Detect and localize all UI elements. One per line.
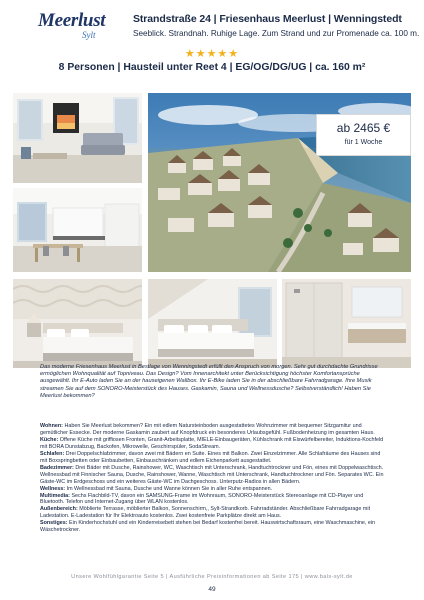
logo-wordmark: Meerlust — [38, 10, 106, 31]
meerlust-logo — [38, 8, 106, 48]
detail-label: Außenbereich: — [40, 506, 78, 513]
intro-paragraph: Das moderne Friesenhaus Meerlust in Bestlage von Wenningstedt erfüllt den Anspruch von morgen. Sehr gut durchdachte Grundrisse ermöglichen Wohnqualität auf Topniveau. Das Design? Vom Innenarchitekt unter Berücksichtigung höchster Komfortansprüche ausgewählt. Ihr E-Auto laden Sie an der hauseigenen Wallbox. Ihr E-Bike laden Sie in der abschließbare Fahrradgarage. Ihre Musik streamen Sie auf dem SONORO-Meisterstück des Hauses. Gaskamin, Sauna und Wellnessdusche? Selbstverständlich! Haben Sie Meerlust bekommen? — [40, 364, 378, 399]
detail-multimedia — [40, 493, 386, 507]
price-amount: ab 2465 € — [336, 121, 391, 135]
detail-sonstiges — [40, 520, 386, 534]
detail-wellness — [40, 486, 386, 493]
detail-label: Küche: — [40, 436, 59, 443]
kitchen-photo — [13, 188, 142, 272]
detail-badezimmer — [40, 465, 386, 486]
bathroom-photo — [282, 279, 411, 368]
detail-kueche — [40, 437, 386, 451]
bedroom-photo-2 — [148, 279, 277, 368]
page-subtitle: Seeblick. Strandnah. Ruhige Lage. Zum Strand und zur Promenade ca. 100 m. — [133, 29, 420, 38]
detail-text: Ein Kinderhochstuhl und ein Kinderreisebett stehen bei Bedarf kostenfrei bereit. Hauswirtschaftsraum, eine Waschmaschine, ein Wäschetrockner. — [40, 520, 376, 534]
details-list — [40, 423, 386, 534]
footer-links[interactable]: Unsere Wohlfühlgarantie Seite 5 | Ausführliche Preisinformationen ab Seite 175 | www.bals-sylt.de — [71, 574, 353, 580]
property-headline: 8 Personen | Hausteil unter Reet 4 | EG/OG/DG/UG | ca. 160 m² — [58, 62, 366, 73]
price-period: für 1 Woche — [344, 139, 383, 146]
detail-aussenbereich — [40, 506, 386, 520]
logo-sub-wordmark: Sylt — [82, 30, 96, 40]
detail-text: Im Wellnessbad mit Sauna, Dusche und Wanne können Sie in aller Ruhe entspannen. — [65, 485, 273, 492]
detail-text: Sechs Flachbild-TV, davon ein SAMSUNG-Frame im Wohnraum, SONORO-Meisterstück Stereoanlage mit CD-Player und Bluetooth. Telefon und Internet-Zugang über WLAN kostenlos. — [40, 492, 364, 506]
detail-label: Sonstiges: — [40, 520, 68, 527]
detail-text: Drei Bäder mit Dusche, Rainshower, WC, Waschtisch mit Unterschrank, Handtuchtrockner und Fön, eines mit Doppelwaschtisch. Wellnessbad mit Finnischer Sauna, Dusche, Rainshower, Wanne, Waschtisch mit Unterschrank, Handtuchtrockner und Fön. Separates WC. Ein Gäste-WC im Erdgeschoss und ein weiteres Gäste-WC im Dachgeschoss. Unterputz-Radios in allen Bädern. — [40, 464, 384, 485]
detail-label: Multimedia: — [40, 492, 70, 499]
detail-label: Schlafen: — [40, 450, 65, 457]
detail-label: Wellness: — [40, 485, 66, 492]
page-title: Strandstraße 24 | Friesenhaus Meerlust | Wenningstedt — [133, 13, 402, 25]
detail-text: Möblierte Terrasse, möblierter Balkon, Sonnenschirm,, Sylt-Strandkorb. Fahrradständer. Abschließbare Fahrradgarage mit Ladestation. E-Ladestation für Ihr Elektroauto kostenlos. Zwei kostenfreie Parkplätze direkt am Haus. — [40, 506, 371, 520]
price-badge — [316, 114, 411, 156]
detail-label: Wohnen: — [40, 423, 63, 429]
detail-wohnen — [40, 423, 386, 437]
star-rating: ★★★★★ — [184, 48, 240, 60]
detail-label: Badezimmer: — [40, 464, 74, 471]
bedroom-photo-1 — [13, 279, 142, 368]
detail-schlafen — [40, 451, 386, 465]
page-number: 49 — [208, 586, 216, 593]
detail-text: Drei Doppelschlafzimmer, davon zwei mit Bädern en Suite. Eines mit Balkon. Zwei Einzelzimmer. Alle Schlafräume des Hauses sind mit Boxspringbetten oder Einbaubetten, Einbauschränken und edlem Eichenparkett ausgestattet. — [40, 450, 381, 464]
detail-text: Offene Küche mit griffiosen Fronten, Granit-Arbeitsplatte, MIELE-Einbaugeräten, Kühlschrank mit Eiswürfelbereiter, Induktions-Kochfeld mit BORA Dunstabzug, Backofen, Mikrowelle, Geschirrspüler, SodaStream. — [40, 436, 384, 450]
living-room-photo — [13, 93, 142, 183]
detail-text: Haben Sie Meerlust bekommen? Ein mit edlem Natursteinboden ausgestattetes Wohnzimmer mit bequemer Sitzgarnitur und gemütlicher Essecke. Der moderne Gaskamin zaubert auf Knopfdruck ein besonderes Urlaubsgefühl. Fußbodenheizung im gesamten Haus. — [40, 423, 375, 436]
